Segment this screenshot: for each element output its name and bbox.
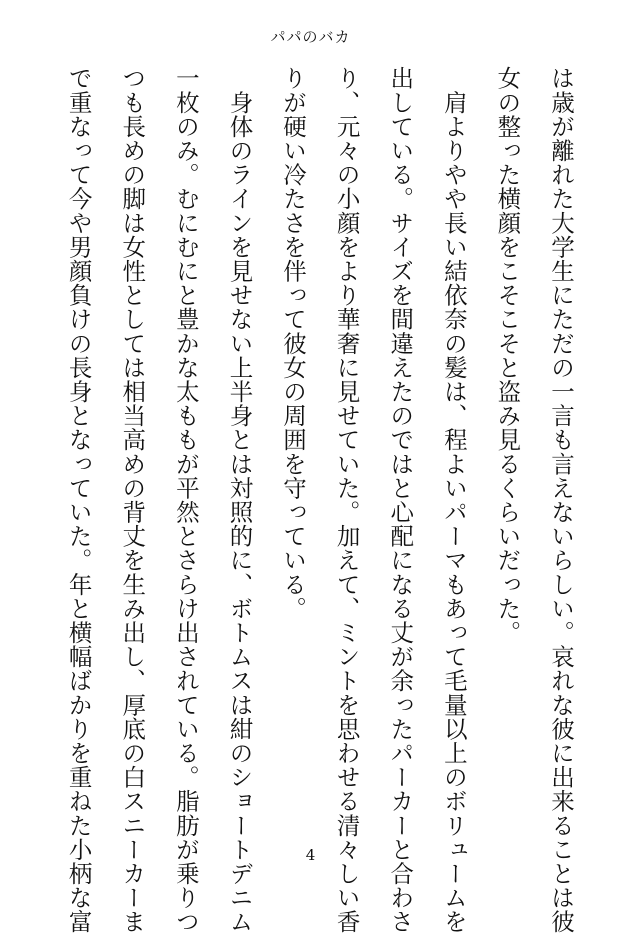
text-column: 一枚のみ。むにむにと豊かな太ももが平然とさらけ出されている。脂肪が乗りつ (171, 66, 200, 934)
running-header: パパのバカ (270, 28, 351, 46)
vertical-body-text (51, 66, 587, 934)
text-column: 出している。サイズを間違えたのではと心配になる丈が余ったパーカーと合わさ (386, 66, 415, 934)
text-column: りが硬い冷たさを伴って彼女の周囲を守っている。 (279, 66, 308, 621)
text-column: 女の整った横顔をこそこそと盗み見るくらいだった。 (493, 66, 522, 645)
text-column: で重なって今や男顔負けの長身となっていた。年と横幅ばかりを重ねた小柄な富 (64, 66, 93, 934)
text-column: り、元々の小顔をより華奢に見せていた。加えて、ミントを思わせる清々しい香 (332, 66, 361, 934)
text-column: 肩よりやや長い結依奈の髪は、程よいパーマもあって毛量以上のボリュームを (439, 66, 468, 934)
text-column: 身体のラインを見せない上半身とは対照的に、ボトムスは紺のショートデニム (225, 66, 254, 934)
text-column: つも長めの脚は女性としては相当高めの背丈を生み出し、厚底の白スニーカーま (118, 66, 147, 934)
page-number: 4 (305, 846, 316, 864)
text-column: は歳が離れた大学生にただの一言も言えないらしい。哀れな彼に出来ることは彼 (547, 66, 575, 934)
